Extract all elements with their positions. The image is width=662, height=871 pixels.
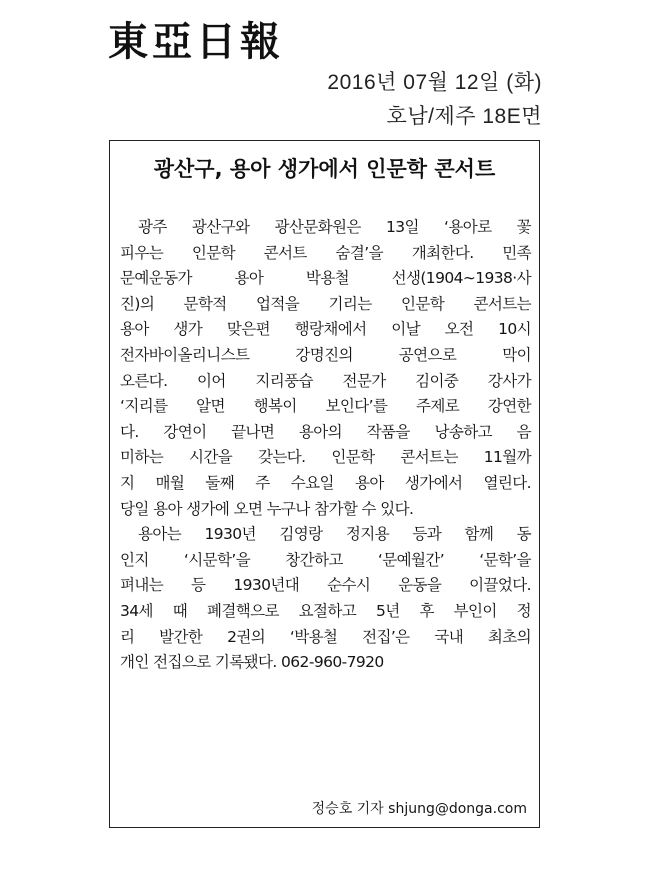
- body-line: 피우는 인문학 콘서트 숨결’을 개최한다. 민족: [120, 243, 531, 262]
- body-line: 인지 ‘시문학’을 창간하고 ‘문예월간’ ‘문학’을: [120, 550, 531, 569]
- body-line: 다. 강연이 끝나면 용아의 작품을 낭송하고 음: [120, 422, 531, 441]
- body-line: 개인 전집으로 기록됐다. 062-960-7920: [120, 653, 384, 672]
- article-box: [109, 140, 540, 828]
- body-line: 문예운동가 용아 박용철 선생(1904∼1938·사: [120, 269, 531, 288]
- newspaper-masthead: 東亞日報: [108, 18, 284, 65]
- body-line: 진)의 문학적 업적을 기리는 인문학 콘서트는: [120, 294, 531, 313]
- publication-date: 2016년 07월 12일 (화): [327, 71, 542, 94]
- body-line: 전자바이올리니스트 강명진의 공연으로 막이: [120, 345, 531, 364]
- body-line: 오른다. 이어 지리풍습 전문가 김이중 강사가: [120, 371, 531, 390]
- body-line: 지 매월 둘째 주 수요일 용아 생가에서 열린다.: [120, 473, 531, 492]
- reporter-byline: 정승호 기자 shjung@donga.com: [311, 801, 527, 817]
- article-body: [120, 215, 531, 676]
- page-section: 호남/제주 18E면: [386, 105, 542, 128]
- body-line: 당일 용아 생가에 오면 누구나 참가할 수 있다.: [120, 499, 414, 518]
- body-line: 리 발간한 2권의 ‘박용철 전집’은 국내 최초의: [120, 627, 531, 646]
- article-headline: 광산구, 용아 생가에서 인문학 콘서트: [153, 157, 496, 181]
- body-line: 미하는 시간을 갖는다. 인문학 콘서트는 11월까: [120, 448, 531, 467]
- body-line: 펴내는 등 1930년대 순수시 운동을 이끌었다.: [120, 576, 531, 595]
- body-line: ‘지리를 알면 행복이 보인다’를 주제로 강연한: [120, 397, 531, 416]
- body-line: 34세 때 폐결핵으로 요절하고 5년 후 부인이 정: [120, 601, 531, 620]
- body-line: 용아는 1930년 김영랑 정지용 등과 함께 동: [138, 525, 531, 544]
- body-line: 용아 생가 맞은편 행랑채에서 이날 오전 10시: [120, 320, 531, 339]
- body-line: 광주 광산구와 광산문화원은 13일 ‘용아로 꽃: [138, 218, 531, 236]
